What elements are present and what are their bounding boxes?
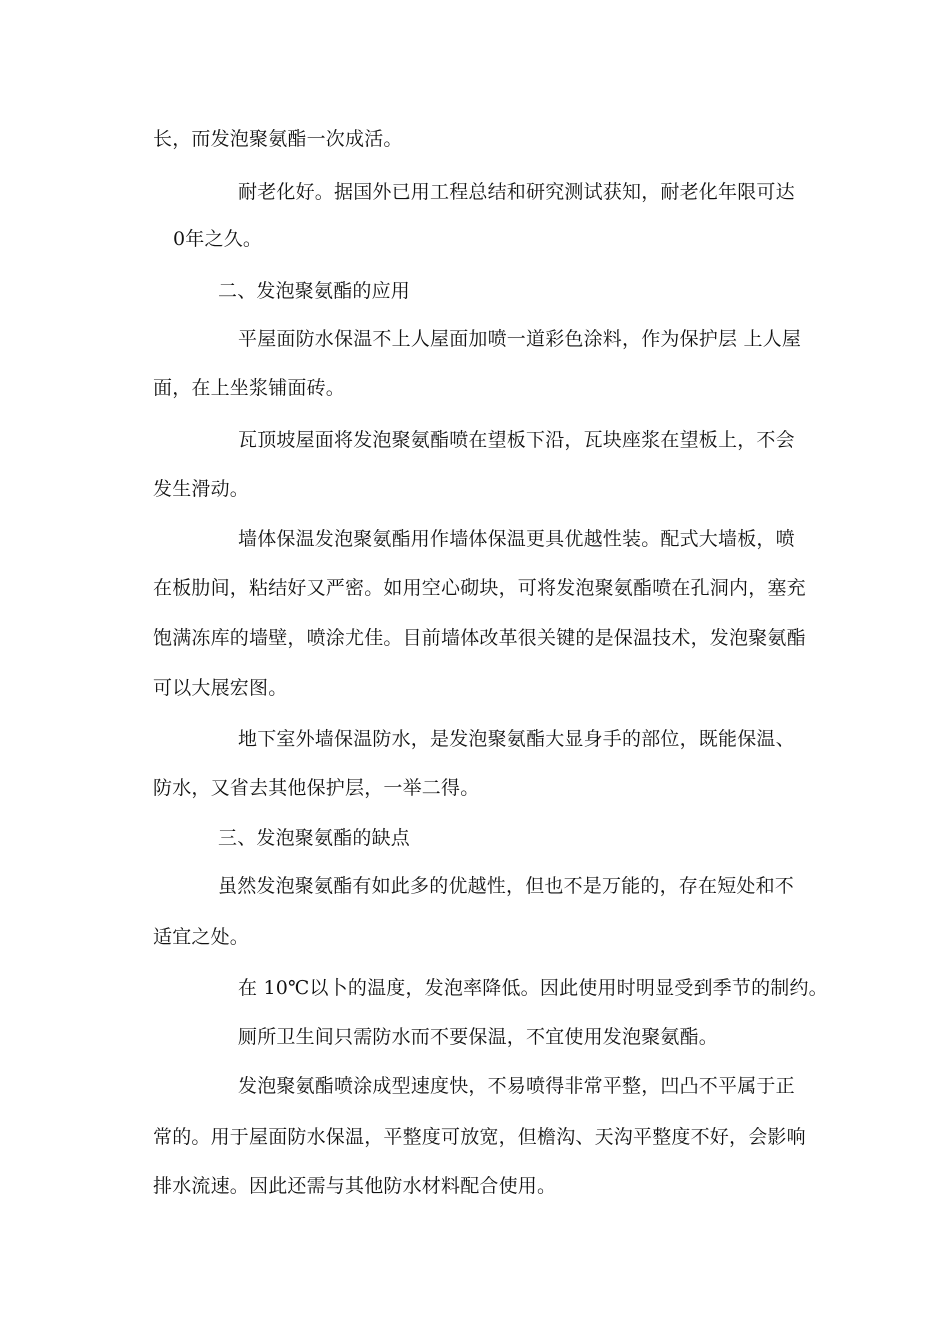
text-line: 可以大展宏图。 <box>153 677 288 699</box>
text-line: 在 10℃以卜的温度，发泡率降低。因此使用时明显受到季节的制约。 <box>238 977 828 999</box>
text-line: 在板肋间，粘结好又严密。如用空心砌块，可将发泡聚氨酯喷在孔洞内，塞充 <box>153 577 806 599</box>
text-line: 厕所卫生间只需防水而不要保温，不宜使用发泡聚氨酯。 <box>238 1026 719 1048</box>
text-line: 虽然发泡聚氨酯有如此多的优越性，但也不是万能的，存在短处和不 <box>218 875 795 897</box>
text-line: 瓦顶坡屋面将发泡聚氨酯喷在望板下沿，瓦块座浆在望板上，不会 <box>238 429 795 451</box>
text-line: 发泡聚氨酯喷涂成型速度快，不易喷得非常平整，凹凸不平属于正 <box>238 1075 795 1097</box>
text-line: 防水，又省去其他保护层，一举二得。 <box>153 777 480 799</box>
section-heading: 二、发泡聚氨酯的应用 <box>218 280 411 302</box>
text-line: 排水流速。因此还需与其他防水材料配合使用。 <box>153 1175 557 1197</box>
text-line: 发生滑动。 <box>153 478 250 500</box>
text-line: 饱满冻库的墙壁，喷涂尤佳。目前墙体改革很关键的是保温技术，发泡聚氨酯 <box>153 627 806 649</box>
text-line: 适宜之处。 <box>153 926 250 948</box>
text-line: 面，在上坐浆铺面砖。 <box>153 377 346 399</box>
section-heading: 三、发泡聚氨酯的缺点 <box>218 827 411 849</box>
text-line: 常的。用于屋面防水保温，平整度可放宽，但檐沟、天沟平整度不好，会影响 <box>153 1126 806 1148</box>
text-line: 墙体保温发泡聚氨酯用作墙体保温更具优越性装。配式大墙板，喷 <box>238 528 795 550</box>
text-line: 平屋面防水保温不上人屋面加喷一道彩色涂料，作为保护层 上人屋 <box>238 328 802 350</box>
text-line: 地下室外墙保温防水，是发泡聚氨酯大显身手的部位，既能保温、 <box>238 728 795 750</box>
text-line: 耐老化好。据国外已用工程总结和研究测试获知，耐老化年限可达 <box>238 181 795 203</box>
text-line: 长，而发泡聚氨酯一次成活。 <box>153 128 403 150</box>
text-line: 0年之久。 <box>173 228 263 250</box>
